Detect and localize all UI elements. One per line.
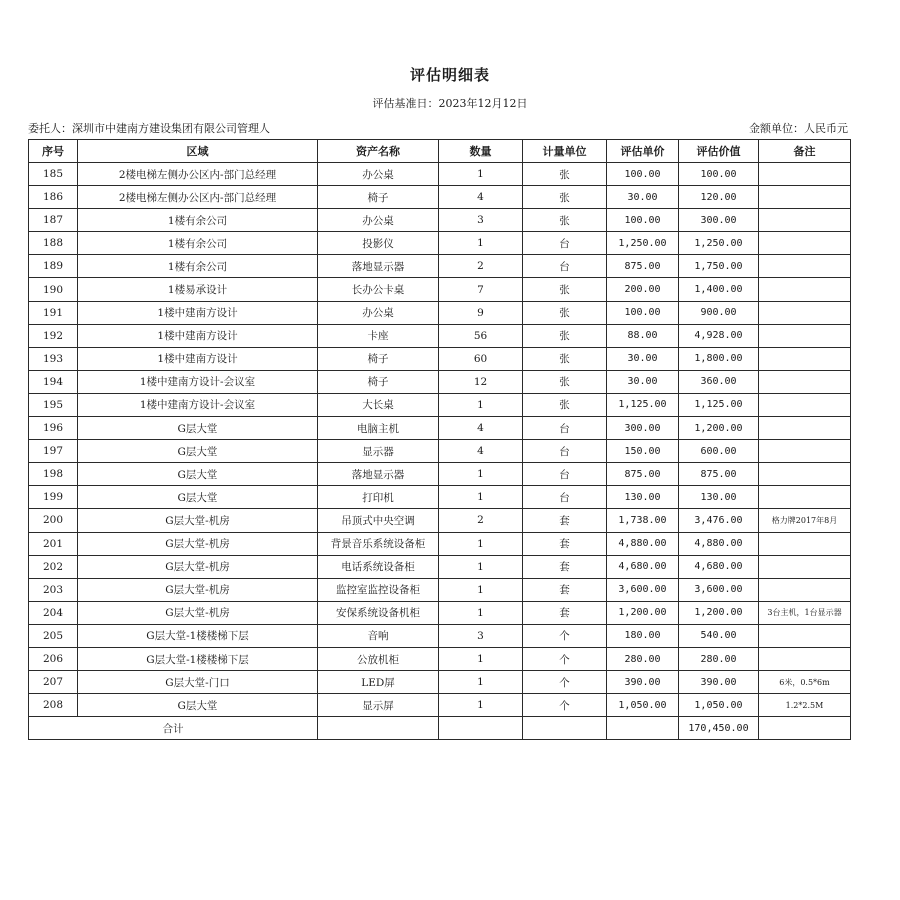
quantity-cell: 56: [439, 324, 523, 347]
unit-price-cell: 1,738.00: [607, 509, 679, 532]
unit-price-cell: 3,600.00: [607, 578, 679, 601]
table-row: [29, 509, 851, 532]
unit-cell: 张: [523, 301, 607, 324]
value-cell: 540.00: [679, 624, 759, 647]
unit-cell: 个: [523, 694, 607, 717]
area-cell: G层大堂: [78, 486, 318, 509]
header-cell: 计量单位: [523, 140, 607, 163]
unit-cell: 套: [523, 509, 607, 532]
area-cell: 2楼电梯左侧办公区内-部门总经理: [78, 186, 318, 209]
quantity-cell: 3: [439, 624, 523, 647]
unit-price-cell: 30.00: [607, 370, 679, 393]
row-number: 194: [29, 370, 78, 393]
remark-cell: [759, 255, 851, 278]
table-row: [29, 417, 851, 440]
unit-price-cell: 30.00: [607, 186, 679, 209]
asset-name-cell: 落地显示器: [318, 463, 439, 486]
unit-cell: 张: [523, 278, 607, 301]
value-cell: 1,200.00: [679, 601, 759, 624]
remark-cell: [759, 370, 851, 393]
value-cell: 1,125.00: [679, 393, 759, 416]
header-cell: 备注: [759, 140, 851, 163]
area-cell: G层大堂: [78, 694, 318, 717]
row-number: 198: [29, 463, 78, 486]
unit-cell: 张: [523, 186, 607, 209]
value-cell: 600.00: [679, 440, 759, 463]
table-row: [29, 647, 851, 670]
remark-cell: [759, 301, 851, 324]
unit-cell: 张: [523, 324, 607, 347]
quantity-cell: 1: [439, 463, 523, 486]
table-cell: [318, 717, 439, 740]
header-cell: 评估单价: [607, 140, 679, 163]
row-number: 185: [29, 163, 78, 186]
unit-price-cell: 30.00: [607, 347, 679, 370]
value-cell: 1,400.00: [679, 278, 759, 301]
table-cell: [523, 717, 607, 740]
row-number: 197: [29, 440, 78, 463]
valuation-detail-table: [28, 139, 851, 740]
quantity-cell: 1: [439, 232, 523, 255]
area-cell: G层大堂-1楼楼梯下层: [78, 624, 318, 647]
unit-price-cell: 300.00: [607, 417, 679, 440]
quantity-cell: 60: [439, 347, 523, 370]
remark-cell: [759, 163, 851, 186]
unit-cell: 台: [523, 486, 607, 509]
unit-cell: 张: [523, 347, 607, 370]
table-row: [29, 301, 851, 324]
asset-name-cell: 打印机: [318, 486, 439, 509]
quantity-cell: 2: [439, 509, 523, 532]
row-number: 206: [29, 647, 78, 670]
asset-name-cell: 公放机柜: [318, 647, 439, 670]
unit-price-cell: 100.00: [607, 209, 679, 232]
unit-cell: 台: [523, 232, 607, 255]
value-cell: 4,680.00: [679, 555, 759, 578]
asset-name-cell: 办公桌: [318, 301, 439, 324]
area-cell: 1楼易承设计: [78, 278, 318, 301]
unit-cell: 张: [523, 163, 607, 186]
asset-name-cell: 显示屏: [318, 694, 439, 717]
area-cell: G层大堂-1楼楼梯下层: [78, 647, 318, 670]
quantity-cell: 7: [439, 278, 523, 301]
currency-unit: 金额单位：人民币元: [749, 122, 848, 135]
value-cell: 900.00: [679, 301, 759, 324]
row-number: 189: [29, 255, 78, 278]
unit-price-cell: 200.00: [607, 278, 679, 301]
remark-cell: [759, 324, 851, 347]
unit-price-cell: 4,680.00: [607, 555, 679, 578]
table-row: [29, 463, 851, 486]
unit-cell: 台: [523, 463, 607, 486]
quantity-cell: 12: [439, 370, 523, 393]
value-cell: 100.00: [679, 163, 759, 186]
asset-name-cell: 办公桌: [318, 163, 439, 186]
area-cell: 1楼中建南方设计: [78, 324, 318, 347]
table-row: [29, 601, 851, 624]
unit-cell: 套: [523, 578, 607, 601]
quantity-cell: 1: [439, 393, 523, 416]
area-cell: 1楼中建南方设计-会议室: [78, 393, 318, 416]
asset-name-cell: 吊顶式中央空调: [318, 509, 439, 532]
unit-price-cell: 1,050.00: [607, 694, 679, 717]
unit-cell: 套: [523, 532, 607, 555]
header-cell: 序号: [29, 140, 78, 163]
row-number: 193: [29, 347, 78, 370]
unit-price-cell: 1,200.00: [607, 601, 679, 624]
asset-name-cell: 电脑主机: [318, 417, 439, 440]
unit-price-cell: 180.00: [607, 624, 679, 647]
asset-name-cell: 卡座: [318, 324, 439, 347]
asset-name-cell: 投影仪: [318, 232, 439, 255]
value-cell: 4,928.00: [679, 324, 759, 347]
row-number: 195: [29, 393, 78, 416]
unit-price-cell: 280.00: [607, 647, 679, 670]
row-number: 188: [29, 232, 78, 255]
remark-cell: [759, 209, 851, 232]
header-cell: 评估价值: [679, 140, 759, 163]
value-cell: 1,750.00: [679, 255, 759, 278]
asset-name-cell: 椅子: [318, 347, 439, 370]
row-number: 191: [29, 301, 78, 324]
row-number: 204: [29, 601, 78, 624]
value-cell: 300.00: [679, 209, 759, 232]
unit-price-cell: 100.00: [607, 301, 679, 324]
table-row: [29, 209, 851, 232]
quantity-cell: 1: [439, 601, 523, 624]
unit-price-cell: 1,250.00: [607, 232, 679, 255]
remark-cell: 格力牌2017年8月: [759, 509, 851, 532]
table-cell: [439, 717, 523, 740]
asset-name-cell: 大长桌: [318, 393, 439, 416]
area-cell: G层大堂-机房: [78, 601, 318, 624]
remark-cell: [759, 624, 851, 647]
table-row: [29, 370, 851, 393]
quantity-cell: 1: [439, 578, 523, 601]
unit-cell: 张: [523, 209, 607, 232]
value-cell: 1,800.00: [679, 347, 759, 370]
area-cell: 1楼中建南方设计-会议室: [78, 370, 318, 393]
table-row: [29, 671, 851, 694]
header-cell: 资产名称: [318, 140, 439, 163]
value-cell: 3,600.00: [679, 578, 759, 601]
area-cell: G层大堂: [78, 417, 318, 440]
area-cell: G层大堂-门口: [78, 671, 318, 694]
unit-price-cell: 875.00: [607, 463, 679, 486]
row-number: 192: [29, 324, 78, 347]
area-cell: 1楼中建南方设计: [78, 301, 318, 324]
table-row: [29, 694, 851, 717]
table-row: [29, 163, 851, 186]
quantity-cell: 1: [439, 532, 523, 555]
remark-cell: [759, 393, 851, 416]
remark-cell: [759, 555, 851, 578]
asset-name-cell: 显示器: [318, 440, 439, 463]
value-cell: 120.00: [679, 186, 759, 209]
row-number: 200: [29, 509, 78, 532]
row-number: 186: [29, 186, 78, 209]
table-cell: [759, 717, 851, 740]
document-title: 评估明细表: [409, 66, 490, 84]
remark-cell: [759, 578, 851, 601]
total-label: 合计: [29, 717, 318, 740]
remark-cell: [759, 347, 851, 370]
table-row: [29, 486, 851, 509]
value-cell: 4,880.00: [679, 532, 759, 555]
unit-cell: 张: [523, 393, 607, 416]
value-cell: 1,250.00: [679, 232, 759, 255]
unit-price-cell: 4,880.00: [607, 532, 679, 555]
base-date: 评估基准日：2023年12月12日: [372, 97, 528, 110]
asset-name-cell: 办公桌: [318, 209, 439, 232]
quantity-cell: 1: [439, 555, 523, 578]
unit-cell: 台: [523, 417, 607, 440]
quantity-cell: 1: [439, 694, 523, 717]
total-value: 170,450.00: [679, 717, 759, 740]
row-number: 199: [29, 486, 78, 509]
unit-price-cell: 130.00: [607, 486, 679, 509]
value-cell: 360.00: [679, 370, 759, 393]
remark-cell: [759, 463, 851, 486]
value-cell: 1,050.00: [679, 694, 759, 717]
value-cell: 1,200.00: [679, 417, 759, 440]
unit-cell: 台: [523, 255, 607, 278]
table-row: [29, 624, 851, 647]
row-number: 202: [29, 555, 78, 578]
remark-cell: [759, 417, 851, 440]
row-number: 201: [29, 532, 78, 555]
quantity-cell: 4: [439, 417, 523, 440]
quantity-cell: 4: [439, 440, 523, 463]
row-number: 203: [29, 578, 78, 601]
quantity-cell: 2: [439, 255, 523, 278]
area-cell: 2楼电梯左侧办公区内-部门总经理: [78, 163, 318, 186]
remark-cell: [759, 186, 851, 209]
unit-price-cell: 390.00: [607, 671, 679, 694]
remark-cell: [759, 440, 851, 463]
area-cell: G层大堂: [78, 440, 318, 463]
remark-cell: 6米，0.5*6m: [759, 671, 851, 694]
header-cell: 数量: [439, 140, 523, 163]
unit-cell: 套: [523, 555, 607, 578]
row-number: 187: [29, 209, 78, 232]
table-row: [29, 578, 851, 601]
total-row: [29, 717, 851, 740]
area-cell: 1楼有余公司: [78, 209, 318, 232]
row-number: 207: [29, 671, 78, 694]
value-cell: 875.00: [679, 463, 759, 486]
unit-cell: 个: [523, 671, 607, 694]
asset-name-cell: 音响: [318, 624, 439, 647]
asset-name-cell: 长办公卡桌: [318, 278, 439, 301]
unit-price-cell: 875.00: [607, 255, 679, 278]
unit-price-cell: 88.00: [607, 324, 679, 347]
asset-name-cell: LED屏: [318, 671, 439, 694]
area-cell: G层大堂-机房: [78, 555, 318, 578]
unit-cell: 套: [523, 601, 607, 624]
unit-cell: 台: [523, 440, 607, 463]
quantity-cell: 9: [439, 301, 523, 324]
asset-name-cell: 椅子: [318, 370, 439, 393]
table-row: [29, 532, 851, 555]
asset-name-cell: 落地显示器: [318, 255, 439, 278]
remark-cell: 1.2*2.5M: [759, 694, 851, 717]
table-row: [29, 232, 851, 255]
table-row: [29, 347, 851, 370]
remark-cell: [759, 647, 851, 670]
row-number: 190: [29, 278, 78, 301]
area-cell: G层大堂: [78, 463, 318, 486]
remark-cell: [759, 486, 851, 509]
table-cell: [607, 717, 679, 740]
quantity-cell: 1: [439, 163, 523, 186]
unit-price-cell: 150.00: [607, 440, 679, 463]
quantity-cell: 3: [439, 209, 523, 232]
area-cell: G层大堂-机房: [78, 532, 318, 555]
asset-name-cell: 安保系统设备机柜: [318, 601, 439, 624]
asset-name-cell: 监控室监控设备柜: [318, 578, 439, 601]
table-row: [29, 186, 851, 209]
asset-name-cell: 电话系统设备柜: [318, 555, 439, 578]
unit-price-cell: 1,125.00: [607, 393, 679, 416]
value-cell: 280.00: [679, 647, 759, 670]
client-name: 委托人：深圳市中建南方建设集团有限公司管理人: [28, 122, 270, 135]
asset-name-cell: 椅子: [318, 186, 439, 209]
header-row: [29, 140, 851, 163]
unit-cell: 张: [523, 370, 607, 393]
row-number: 196: [29, 417, 78, 440]
remark-cell: [759, 532, 851, 555]
remark-cell: [759, 232, 851, 255]
value-cell: 130.00: [679, 486, 759, 509]
area-cell: 1楼有余公司: [78, 255, 318, 278]
row-number: 208: [29, 694, 78, 717]
quantity-cell: 1: [439, 647, 523, 670]
table-row: [29, 324, 851, 347]
remark-cell: [759, 278, 851, 301]
table-row: [29, 255, 851, 278]
quantity-cell: 4: [439, 186, 523, 209]
row-number: 205: [29, 624, 78, 647]
area-cell: 1楼中建南方设计: [78, 347, 318, 370]
area-cell: 1楼有余公司: [78, 232, 318, 255]
table-row: [29, 278, 851, 301]
area-cell: G层大堂-机房: [78, 509, 318, 532]
value-cell: 3,476.00: [679, 509, 759, 532]
unit-cell: 个: [523, 624, 607, 647]
unit-price-cell: 100.00: [607, 163, 679, 186]
quantity-cell: 1: [439, 671, 523, 694]
header-cell: 区域: [78, 140, 318, 163]
value-cell: 390.00: [679, 671, 759, 694]
table-row: [29, 555, 851, 578]
table-row: [29, 393, 851, 416]
area-cell: G层大堂-机房: [78, 578, 318, 601]
table-row: [29, 440, 851, 463]
quantity-cell: 1: [439, 486, 523, 509]
asset-name-cell: 背景音乐系统设备柜: [318, 532, 439, 555]
remark-cell: 3台主机，1台显示器: [759, 601, 851, 624]
unit-cell: 个: [523, 647, 607, 670]
